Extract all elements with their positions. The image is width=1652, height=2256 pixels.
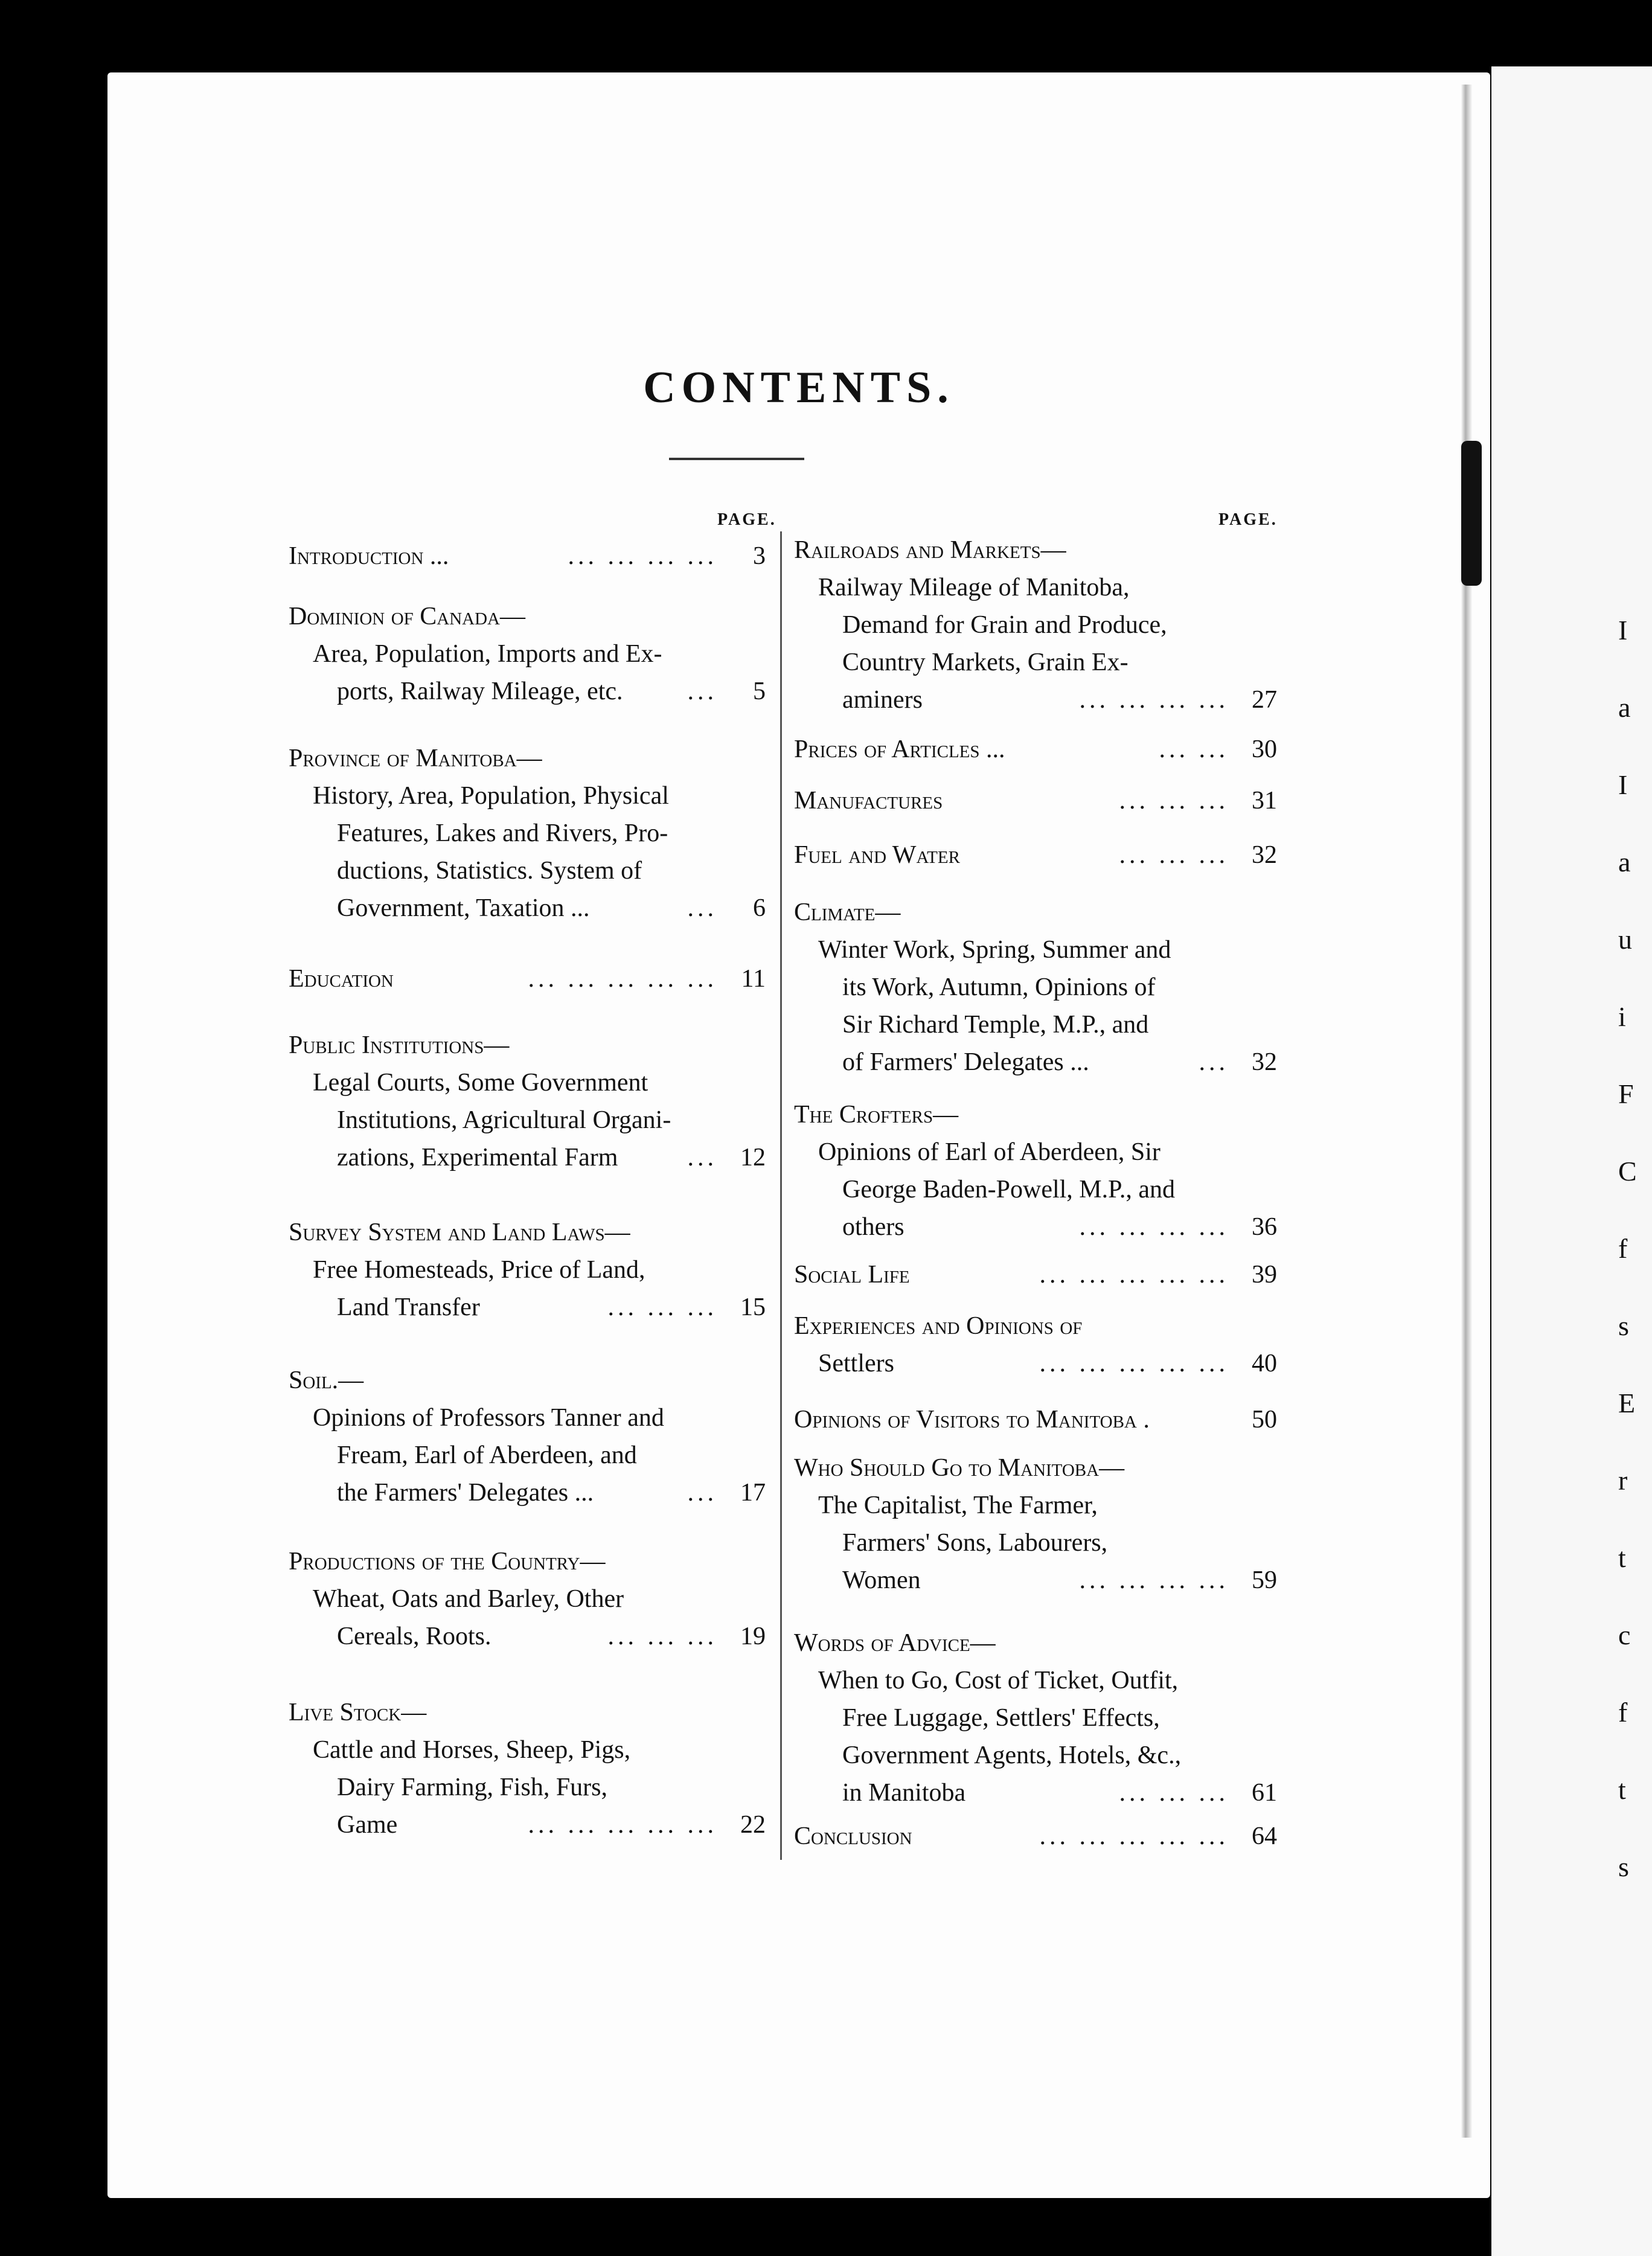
section-subline (289, 1618, 766, 1655)
dot-leader: ... ... ... (1119, 1779, 1229, 1807)
section-heading: Dominion of Canada— (289, 603, 526, 630)
section-heading (794, 836, 1277, 874)
page-number: 17 (740, 1479, 766, 1507)
section-heading: Climate— (794, 899, 901, 926)
page-number: 36 (1252, 1213, 1277, 1241)
section-subline (794, 1774, 1277, 1812)
dot-leader: ... ... ... (1119, 787, 1229, 815)
subline-text: Settlers (818, 1350, 894, 1377)
section-subline: Free Homesteads, Price of Land, (313, 1256, 645, 1284)
facing-page-fragment: a (1618, 847, 1631, 877)
facing-page-fragment: t (1618, 1542, 1626, 1573)
contents-entry (289, 537, 766, 575)
contents-entry (289, 1214, 766, 1326)
section-subline: Demand for Grain and Produce, (842, 611, 1167, 639)
heading-text: Prices of Articles ... (794, 735, 1005, 763)
page-number: 64 (1252, 1822, 1277, 1850)
contents-entry (794, 1401, 1277, 1438)
section-subline: Features, Lakes and Rivers, Pro- (337, 819, 668, 847)
dot-leader: ... ... ... (607, 1293, 717, 1321)
page-number: 6 (753, 894, 766, 922)
page-number: 31 (1252, 787, 1277, 815)
facing-page-fragment: s (1618, 1851, 1629, 1882)
section-heading (794, 1256, 1277, 1293)
section-subline (289, 1474, 766, 1511)
section-heading: Public Institutions— (289, 1031, 510, 1059)
heading-text: Introduction ... (289, 542, 449, 570)
facing-page-fragment: u (1618, 924, 1632, 955)
contents-entry (794, 782, 1277, 819)
page-number: 39 (1252, 1261, 1277, 1289)
contents-entry (794, 531, 1277, 719)
contents-entry (794, 1624, 1277, 1812)
page-column-label-left: PAGE. (717, 510, 776, 529)
page-number: 61 (1252, 1779, 1277, 1807)
section-subline: History, Area, Population, Physical (313, 782, 669, 810)
page-number: 19 (740, 1623, 766, 1650)
section-heading: Province of Manitoba— (289, 745, 542, 772)
section-subline: George Baden-Powell, M.P., and (842, 1176, 1175, 1203)
contents-entry (289, 1027, 766, 1176)
section-heading: Railroads and Markets— (794, 536, 1066, 564)
page-number: 32 (1252, 1048, 1277, 1076)
heading-text: Social Life (794, 1261, 910, 1289)
section-subline: Railway Mileage of Manitoba, (818, 574, 1130, 601)
dot-leader: ... ... (1159, 735, 1229, 763)
section-subline (794, 1562, 1277, 1599)
section-subline: Opinions of Professors Tanner and (313, 1404, 664, 1432)
section-subline (794, 681, 1277, 719)
section-subline: Area, Population, Imports and Ex- (313, 640, 662, 668)
subline-text: Land Transfer (337, 1293, 480, 1321)
section-subline: Dairy Farming, Fish, Furs, (337, 1774, 608, 1801)
contents-entry (289, 1543, 766, 1655)
contents-entry (794, 1096, 1277, 1246)
contents-entry (289, 960, 766, 998)
facing-page-fragment: s (1618, 1310, 1629, 1341)
section-subline: Cattle and Horses, Sheep, Pigs, (313, 1736, 631, 1764)
page-number: 22 (740, 1811, 766, 1839)
subline-text: zations, Experimental Farm (337, 1144, 618, 1171)
section-heading: Productions of the Country— (289, 1548, 606, 1575)
page-number: 32 (1252, 841, 1277, 869)
section-heading: Live Stock— (289, 1699, 427, 1726)
section-subline (289, 1806, 766, 1844)
contents-entry (289, 598, 766, 710)
section-subline: Fream, Earl of Aberdeen, and (337, 1441, 637, 1469)
section-heading (289, 960, 766, 998)
dot-leader: ... (687, 894, 717, 922)
section-subline: Legal Courts, Some Government (313, 1069, 648, 1097)
section-subline (794, 1208, 1277, 1246)
dot-leader: ... (687, 1479, 717, 1507)
contents-entry (794, 1256, 1277, 1293)
page-number: 40 (1252, 1350, 1277, 1377)
dot-leader: ... (687, 678, 717, 705)
section-subline: Farmers' Sons, Labourers, (842, 1529, 1108, 1557)
contents-entry (289, 740, 766, 927)
subline-text: others (842, 1213, 904, 1241)
subline-text: of Farmers' Delegates ... (842, 1048, 1089, 1076)
facing-page-text (1618, 610, 1637, 1924)
section-subline (794, 1043, 1277, 1081)
heading-text: Opinions of Visitors to Manitoba . (794, 1406, 1150, 1434)
section-subline (289, 1289, 766, 1326)
section-heading (794, 1401, 1277, 1438)
contents-entry (289, 1694, 766, 1844)
section-subline: Winter Work, Spring, Summer and (818, 936, 1171, 964)
section-subline: The Capitalist, The Farmer, (818, 1492, 1098, 1519)
dot-leader: ... ... ... (1119, 841, 1229, 869)
dot-leader: ... (1199, 1048, 1229, 1076)
section-subline: Government Agents, Hotels, &c., (842, 1742, 1182, 1769)
facing-page-fragment: C (1618, 1156, 1637, 1187)
subline-text: Government, Taxation ... (337, 894, 590, 922)
dot-leader: ... ... ... ... (568, 542, 717, 570)
page-number: 5 (753, 678, 766, 705)
section-subline (289, 889, 766, 927)
section-heading: Words of Advice— (794, 1629, 996, 1657)
dot-leader: ... (687, 1144, 717, 1171)
section-subline: its Work, Autumn, Opinions of (842, 973, 1156, 1001)
dot-leader: ... ... ... ... (1079, 1566, 1229, 1594)
page-number: 50 (1252, 1406, 1277, 1434)
section-heading: Survey System and Land Laws— (289, 1219, 630, 1246)
section-subline: When to Go, Cost of Ticket, Outfit, (818, 1667, 1179, 1694)
subline-text: Game (337, 1811, 398, 1839)
heading-text: Manufactures (794, 787, 943, 815)
page-number: 12 (740, 1144, 766, 1171)
column-divider (780, 531, 782, 1860)
heading-text: Education (289, 965, 394, 993)
dot-leader: ... ... ... ... ... (1039, 1350, 1229, 1377)
section-heading (289, 537, 766, 575)
subline-text: Women (842, 1566, 921, 1594)
heading-text: Fuel and Water (794, 841, 960, 869)
contents-entry (794, 731, 1277, 768)
subline-text: in Manitoba (842, 1779, 966, 1807)
subline-text: the Farmers' Delegates ... (337, 1479, 594, 1507)
dot-leader: ... ... ... ... ... (528, 965, 717, 993)
contents-entry (794, 1818, 1277, 1855)
section-heading (794, 782, 1277, 819)
dot-leader: ... ... ... ... ... (1039, 1822, 1229, 1850)
section-heading: Who Should Go to Manitoba— (794, 1454, 1125, 1482)
facing-page-fragment: F (1618, 1078, 1634, 1109)
facing-page-fragment: a (1618, 692, 1631, 723)
subline-text: ports, Railway Mileage, etc. (337, 678, 623, 705)
section-subline (289, 673, 766, 710)
section-subline: ductions, Statistics. System of (337, 857, 642, 885)
page-number: 3 (753, 542, 766, 570)
facing-page (1491, 66, 1652, 2256)
section-heading: Experiences and Opinions of (794, 1312, 1083, 1340)
dot-leader: ... ... ... ... ... (1039, 1261, 1229, 1289)
page-number: 15 (740, 1293, 766, 1321)
facing-page-fragment: I (1618, 615, 1628, 646)
section-subline (289, 1139, 766, 1176)
section-subline: Opinions of Earl of Aberdeen, Sir (818, 1138, 1161, 1166)
contents-entry (794, 1307, 1277, 1382)
section-subline: Institutions, Agricultural Organi- (337, 1106, 671, 1134)
heading-text: Conclusion (794, 1822, 912, 1850)
facing-page-fragment: I (1618, 769, 1628, 800)
page-number: 59 (1252, 1566, 1277, 1594)
dot-leader: ... ... ... ... ... (528, 1811, 717, 1839)
contents-entry (794, 1449, 1277, 1599)
subline-text: aminers (842, 686, 923, 714)
subline-text: Cereals, Roots. (337, 1623, 491, 1650)
section-heading (794, 1818, 1277, 1855)
contents-entry (794, 894, 1277, 1081)
facing-page-fragment: c (1618, 1620, 1631, 1650)
facing-page-fragment: t (1618, 1774, 1626, 1805)
dot-leader: ... ... ... (607, 1623, 717, 1650)
dot-leader: ... ... ... ... (1079, 686, 1229, 714)
section-subline: Sir Richard Temple, M.P., and (842, 1011, 1149, 1039)
page-column-label-right: PAGE. (1218, 510, 1278, 529)
section-heading (794, 731, 1277, 768)
page-number: 30 (1252, 735, 1277, 763)
page-number: 11 (741, 965, 766, 993)
section-heading: Soil.— (289, 1367, 364, 1394)
section-subline: Wheat, Oats and Barley, Other (313, 1585, 624, 1613)
section-subline: Country Markets, Grain Ex- (842, 649, 1129, 676)
section-subline: Free Luggage, Settlers' Effects, (842, 1704, 1160, 1732)
facing-page-fragment: r (1618, 1465, 1628, 1496)
section-subline (794, 1345, 1277, 1382)
facing-page-fragment: f (1618, 1233, 1628, 1264)
contents-entry (289, 1362, 766, 1511)
dot-leader: ... ... ... ... (1079, 1213, 1229, 1241)
section-heading: The Crofters— (794, 1101, 959, 1129)
binding-ribbon (1461, 441, 1482, 586)
facing-page-fragment: i (1618, 1001, 1626, 1032)
facing-page-fragment: f (1618, 1697, 1628, 1728)
title-rule (669, 458, 804, 460)
page-number: 27 (1252, 686, 1277, 714)
facing-page-fragment: E (1618, 1388, 1636, 1418)
contents-entry (794, 836, 1277, 874)
page-title: CONTENTS. (643, 363, 955, 412)
